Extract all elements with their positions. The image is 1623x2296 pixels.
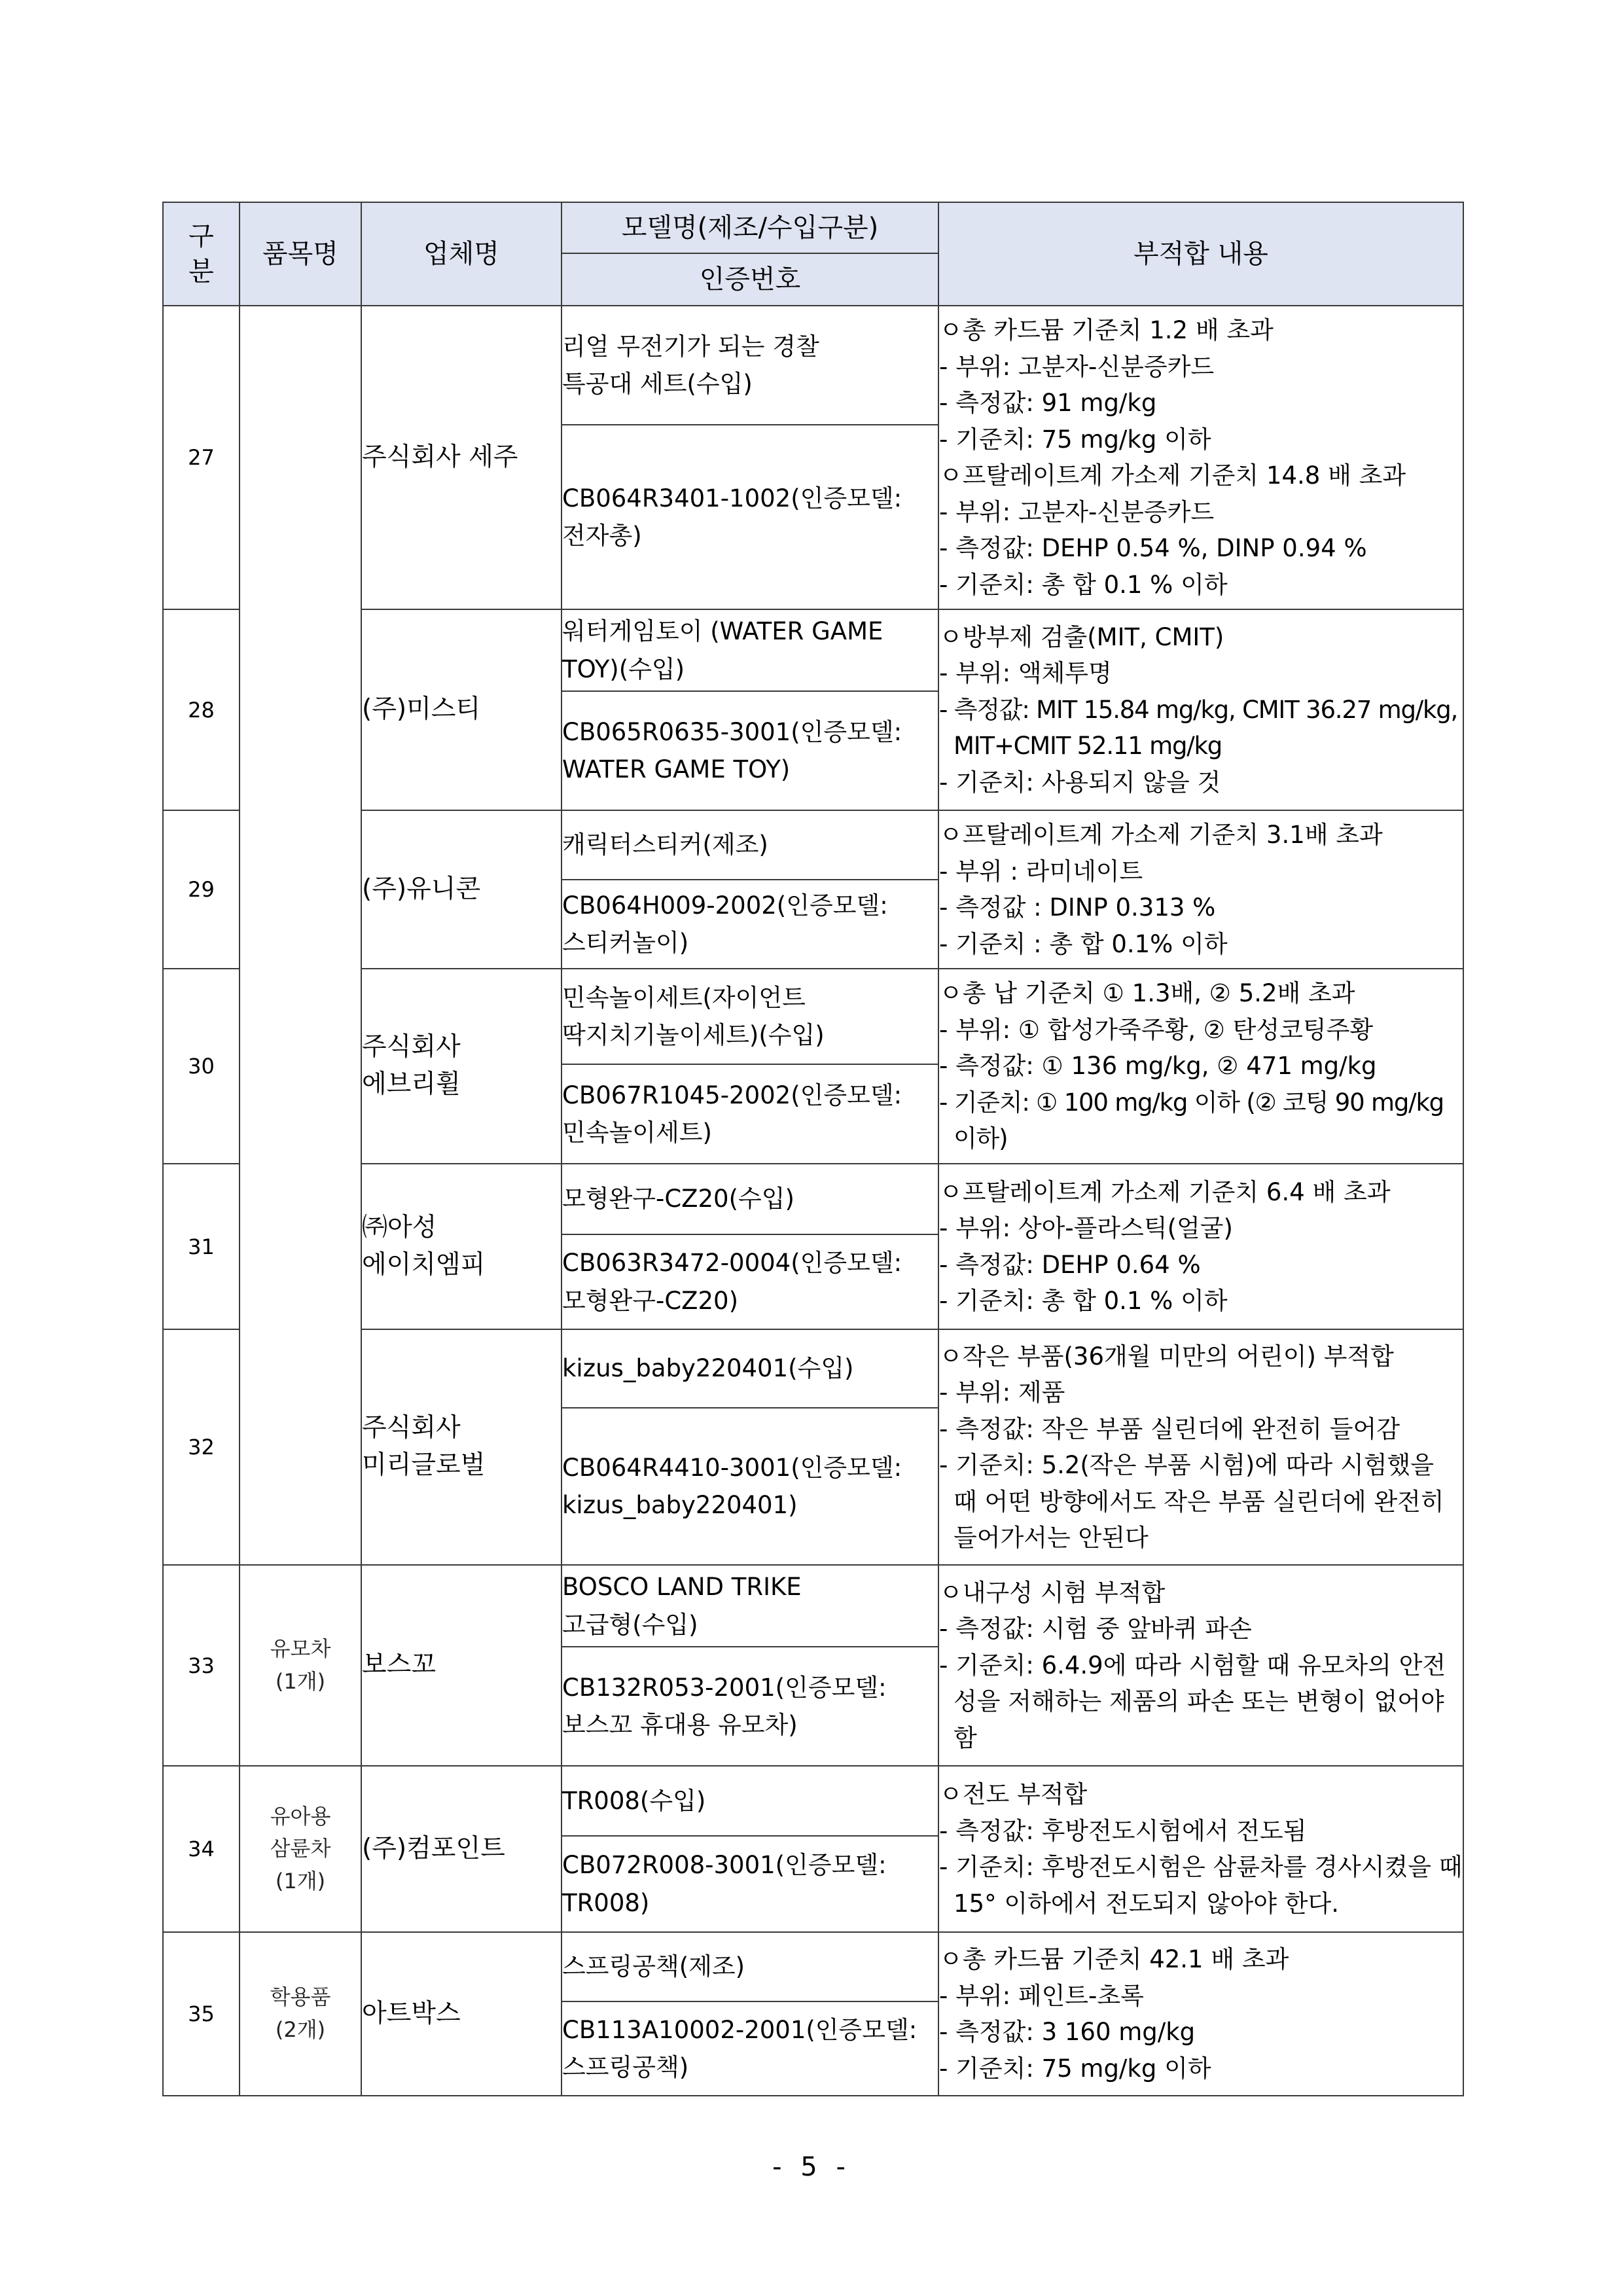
detail-line: - 부위: ① 합성가죽주황, ② 탄성코팅주황 — [939, 1015, 1374, 1044]
model-name: TR008(수입) — [562, 1766, 938, 1836]
detail-heading: ㅇ총 카드뮴 기준치 42.1 배 초과 — [939, 1945, 1289, 1973]
detail-heading: ㅇ총 카드뮴 기준치 1.2 배 초과 — [939, 316, 1274, 344]
detail-line: - 기준치: 75 mg/kg 이하 — [939, 2054, 1211, 2083]
detail-heading: ㅇ총 납 기준치 ① 1.3배, ② 5.2배 초과 — [939, 979, 1355, 1008]
company-name: 보스꼬 — [361, 1565, 562, 1766]
table-row — [163, 1565, 1463, 1647]
cert-number: CB065R0635-3001(인증모델: WATER GAME TOY) — [562, 691, 938, 810]
item-category: 유아용 삼륜차 (1개) — [240, 1766, 361, 1932]
company-name: 주식회사 미리글로벌 — [361, 1329, 562, 1565]
detail-line: - 부위: 상아-플라스틱(얼굴) — [939, 1214, 1233, 1242]
company-name: (주)유니콘 — [361, 810, 562, 969]
detail-line: - 부위: 고분자-신분증카드 — [939, 352, 1215, 381]
table-header-row — [163, 202, 1463, 253]
model-name: 스프링공책(제조) — [562, 1932, 938, 2001]
detail-line: - 측정값: DEHP 0.54 %, DINP 0.94 % — [939, 534, 1367, 562]
detail-line: - 측정값 : DINP 0.313 % — [939, 893, 1216, 922]
detail-heading: ㅇ프탈레이트계 가소제 기준치 6.4 배 초과 — [939, 1177, 1391, 1206]
defect-detail — [938, 609, 1463, 810]
defect-detail — [938, 1766, 1471, 1932]
detail-line: - 기준치: 후방전도시험은 삼륜차를 경사시켰을 때 15° 이하에서 전도되지 않아야 한다. — [939, 1853, 1471, 1918]
cert-number: CB063R3472-0004(인증모델: 모형완구-CZ20) — [562, 1234, 938, 1329]
row-number: 31 — [163, 1164, 240, 1329]
detail-line: - 부위: 고분자-신분증카드 — [939, 497, 1215, 526]
defect-detail — [938, 1565, 1463, 1766]
item-category: 유모차 (1개) — [240, 1565, 361, 1766]
detail-line: - 측정값: 작은 부품 실린더에 완전히 들어감 — [939, 1414, 1400, 1443]
company-name: 주식회사 세주 — [361, 306, 562, 609]
detail-line: - 측정값: DEHP 0.64 % — [939, 1250, 1201, 1279]
cert-number: CB067R1045-2002(인증모델: 민속놀이세트) — [562, 1064, 938, 1164]
row-number: 32 — [163, 1329, 240, 1565]
detail-heading: ㅇ프탈레이트계 가소제 기준치 14.8 배 초과 — [939, 461, 1406, 490]
cert-number: CB113A10002-2001(인증모델: 스프링공책) — [562, 2001, 938, 2096]
detail-line: - 기준치: ① 100 mg/kg 이하 (② 코팅 90 mg/kg 이하) — [939, 1088, 1451, 1153]
company-name: ㈜아성 에이치엠피 — [361, 1164, 562, 1329]
header-company: 업체명 — [361, 202, 562, 306]
table-row — [163, 1766, 1463, 1836]
header-cert: 인증번호 — [562, 253, 938, 306]
header-model: 모델명(제조/수입구분) — [562, 202, 938, 253]
detail-heading: ㅇ작은 부품(36개월 미만의 어린이) 부적합 — [939, 1342, 1394, 1371]
row-number: 27 — [163, 306, 240, 609]
defect-detail — [938, 969, 1463, 1164]
row-number: 35 — [163, 1932, 240, 2096]
row-number: 34 — [163, 1766, 240, 1932]
cert-number: CB072R008-3001(인증모델: TR008) — [562, 1836, 938, 1932]
defect-table — [162, 202, 1471, 2096]
header-item: 품목명 — [240, 202, 361, 306]
model-name: 캐릭터스티커(제조) — [562, 810, 938, 880]
detail-line: - 측정값: 3 160 mg/kg — [939, 2018, 1196, 2046]
detail-line: - 부위: 액체투명 — [939, 659, 1112, 688]
cert-number: CB132R053-2001(인증모델: 보스꼬 휴대용 유모차) — [562, 1647, 938, 1766]
cert-number: CB064H009-2002(인증모델: 스티커놀이) — [562, 880, 938, 969]
model-name: 리얼 무전기가 되는 경찰 특공대 세트(수입) — [562, 306, 938, 425]
model-name: 모형완구-CZ20(수입) — [562, 1164, 938, 1234]
table-row — [163, 1932, 1463, 2001]
row-number: 30 — [163, 969, 240, 1164]
row-number: 29 — [163, 810, 240, 969]
defect-detail — [938, 1329, 1463, 1565]
cert-number: CB064R4410-3001(인증모델: kizus_baby220401) — [562, 1408, 938, 1565]
detail-line: - 부위 : 라미네이트 — [939, 857, 1143, 886]
detail-line: - 기준치: 총 합 0.1 % 이하 — [939, 570, 1228, 599]
defect-detail — [938, 1932, 1463, 2096]
detail-line: - 부위: 페인트-초록 — [939, 1981, 1144, 2010]
company-name: (주)컴포인트 — [361, 1766, 562, 1932]
detail-line: - 부위: 제품 — [939, 1378, 1065, 1407]
item-category-empty — [240, 306, 361, 1565]
defect-detail — [938, 810, 1463, 969]
row-number: 28 — [163, 609, 240, 810]
model-name: kizus_baby220401(수입) — [562, 1329, 938, 1408]
detail-line: - 측정값: 시험 중 앞바퀴 파손 — [939, 1615, 1252, 1643]
detail-heading: ㅇ내구성 시험 부적합 — [939, 1578, 1166, 1607]
detail-line: - 기준치: 5.2(작은 부품 시험)에 따라 시험했을 때 어떤 방향에서도 작은 부품 실린더에 완전히 들어가서는 안된다 — [939, 1451, 1452, 1552]
company-name: (주)미스티 — [361, 609, 562, 810]
detail-line: - 기준치 : 총 합 0.1% 이하 — [939, 929, 1228, 958]
detail-line: - 기준치: 6.4.9에 따라 시험할 때 유모차의 안전성을 저해하는 제품의 파손 또는 변형이 없어야 함 — [939, 1651, 1452, 1752]
company-name: 주식회사 에브리휠 — [361, 969, 562, 1164]
detail-heading: ㅇ방부제 검출(MIT, CMIT) — [939, 622, 1224, 651]
defect-detail — [938, 306, 1463, 609]
header-detail: 부적합 내용 — [938, 202, 1463, 306]
company-name: 아트박스 — [361, 1932, 562, 2096]
detail-line: - 측정값: MIT 15.84 mg/kg, CMIT 36.27 mg/kg, MIT+CMIT 52.11 mg/kg — [939, 695, 1465, 761]
table-row — [163, 306, 1463, 425]
model-name: BOSCO LAND TRIKE 고급형(수입) — [562, 1565, 938, 1647]
detail-line: - 기준치: 75 mg/kg 이하 — [939, 425, 1211, 454]
header-no: 구 분 — [163, 202, 240, 306]
defect-detail — [938, 1164, 1463, 1329]
detail-line: - 측정값: ① 136 mg/kg, ② 471 mg/kg — [939, 1052, 1377, 1081]
detail-heading: ㅇ프탈레이트계 가소제 기준치 3.1배 초과 — [939, 821, 1383, 849]
detail-heading: ㅇ전도 부적합 — [939, 1780, 1088, 1808]
detail-line: - 측정값: 후방전도시험에서 전도됨 — [939, 1816, 1307, 1845]
detail-line: - 측정값: 91 mg/kg — [939, 389, 1157, 417]
model-name: 워터게임토이 (WATER GAME TOY)(수입) — [562, 609, 938, 691]
detail-line: - 기준치: 총 합 0.1 % 이하 — [939, 1287, 1228, 1315]
item-category: 학용품 (2개) — [240, 1932, 361, 2096]
page-number: - 5 - — [772, 2152, 851, 2182]
detail-line: - 기준치: 사용되지 않을 것 — [939, 768, 1221, 797]
cert-number: CB064R3401-1002(인증모델: 전자총) — [562, 425, 938, 609]
row-number: 33 — [163, 1565, 240, 1766]
model-name: 민속놀이세트(자이언트 딱지치기놀이세트)(수입) — [562, 969, 938, 1064]
